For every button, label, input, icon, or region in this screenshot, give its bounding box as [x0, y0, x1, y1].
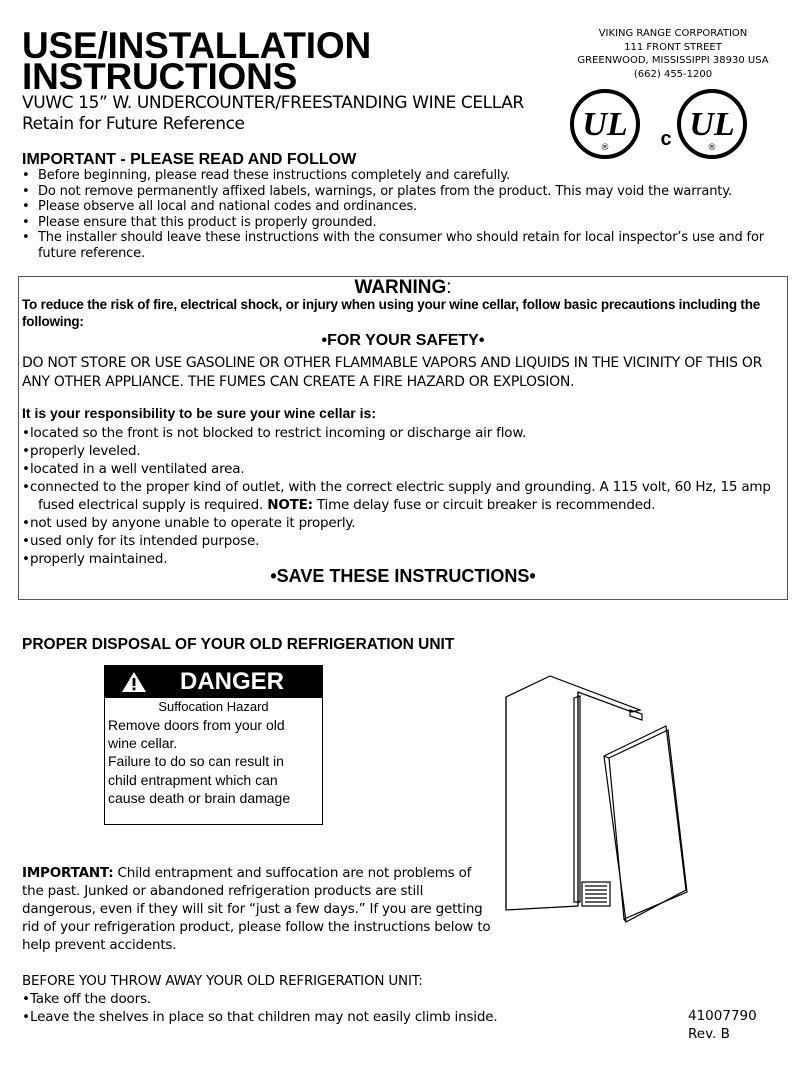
responsibility-item: • not used by anyone unable to operate it properly. — [22, 514, 782, 532]
safety-heading: •FOR YOUR SAFETY• — [321, 332, 485, 349]
title-line-1: USE/INSTALLATION — [22, 25, 371, 66]
company-name: VIKING RANGE CORPORATION — [598, 28, 748, 39]
company-street: 111 FRONT STREET — [624, 41, 722, 53]
danger-line: cause death or brain damage — [108, 789, 291, 806]
important-list — [22, 168, 782, 261]
important-text: Child entrapment and suffocation are not problems of the past. Junked or abandoned refrigeration products are still dangerous, even if they will sit for “just a few days.” If you are getting rid of your refrigeration product, please follow the instructions below to help prevent accidents. — [22, 865, 491, 953]
electrical-line-2 — [30, 496, 782, 514]
responsibility-item: • properly maintained. — [22, 550, 782, 568]
fuse-text: fused electrical supply is required. — [38, 497, 264, 513]
disposal-heading: PROPER DISPOSAL OF YOUR OLD REFRIGERATION UNIT — [22, 636, 455, 653]
revision: Rev. B — [688, 1026, 730, 1042]
before-throwaway-heading: BEFORE YOU THROW AWAY YOUR OLD REFRIGERATION UNIT: — [22, 973, 423, 989]
warning-triangle-icon — [121, 671, 147, 693]
before-throwaway-list — [22, 990, 497, 1026]
before-item: • Leave the shelves in place so that children may not easily climb inside. — [22, 1008, 497, 1026]
danger-message — [108, 716, 320, 807]
warning-title — [18, 277, 788, 299]
product-subtitle: VUWC 15” W. UNDERCOUNTER/FREESTANDING WINE CELLAR — [22, 93, 524, 113]
gasoline-warning: DO NOT STORE OR USE GASOLINE OR OTHER FLAMMABLE VAPORS AND LIQUIDS IN THE VICINITY OF THIS OR ANY OTHER APPLIANCE. THE FUMES CAN CREATE A FIRE HAZARD OR EXPLOSION. — [22, 355, 763, 390]
important-label: IMPORTANT: — [22, 865, 114, 881]
company-address — [575, 27, 771, 81]
document-number — [688, 1007, 757, 1043]
ul-right-text: UL — [689, 106, 735, 143]
responsibility-item: • located in a well ventilated area. — [22, 460, 782, 478]
ul-mark-icon — [572, 91, 638, 157]
responsibility-item: • located so the front is not blocked to restrict incoming or discharge air flow. — [22, 424, 782, 442]
wine-cellar-door-removed-illustration — [490, 670, 690, 932]
cul-mark-icon — [679, 91, 745, 157]
important-item: • Do not remove permanently affixed labels, warnings, or plates from the product. This may void the warranty. — [22, 184, 782, 200]
electrical-line-1: connected to the proper kind of outlet, with the correct electric supply and grounding. A 115 volt, 60 Hz, 15 amp — [30, 479, 771, 495]
important-item: • Please ensure that this product is properly grounded. — [22, 215, 782, 231]
warning-colon: : — [446, 277, 452, 298]
company-phone: (662) 455-1200 — [633, 68, 713, 80]
ul-right-reg: ® — [707, 143, 717, 153]
warning-intro: To reduce the risk of fire, electrical shock, or injury when using your wine cellar, follow basic precautions including the following: — [22, 297, 761, 329]
responsibility-item-electrical — [22, 478, 782, 514]
canada-c-mark: c — [660, 128, 672, 150]
important-item: • Please observe all local and national codes and ordinances. — [22, 199, 782, 215]
ul-left-reg: ® — [600, 143, 610, 153]
important-heading: IMPORTANT - PLEASE READ AND FOLLOW — [22, 151, 357, 168]
doc-number: 41007790 — [688, 1008, 757, 1024]
responsibility-item: • used only for its intended purpose. — [22, 532, 782, 550]
save-instructions: •SAVE THESE INSTRUCTIONS• — [270, 566, 536, 586]
responsibility-item: • properly leveled. — [22, 442, 782, 460]
danger-line: Failure to do so can result in — [108, 753, 284, 770]
danger-line: Remove doors from your old — [108, 717, 285, 733]
danger-line: child entrapment which can — [108, 771, 278, 788]
danger-line: wine cellar. — [108, 735, 178, 752]
ul-certification-logos — [570, 85, 750, 167]
document-title — [22, 25, 371, 97]
retain-note: Retain for Future Reference — [22, 114, 245, 134]
warning-word: WARNING — [354, 277, 447, 298]
important-paragraph — [22, 864, 492, 954]
company-city: GREENWOOD, MISSISSIPPI 38930 USA — [577, 55, 769, 66]
note-label: NOTE: — [267, 497, 313, 513]
important-item: • The installer should leave these instructions with the consumer who should retain for local inspector’s use and for future reference. — [22, 230, 782, 261]
responsibility-list — [22, 424, 782, 568]
title-line-2: INSTRUCTIONS — [22, 56, 298, 97]
danger-word: DANGER — [180, 668, 285, 695]
responsibility-heading: It is your responsibility to be sure your wine cellar is: — [22, 405, 376, 421]
ul-left-text: UL — [582, 106, 628, 143]
important-item: • Before beginning, please read these instructions completely and carefully. — [22, 168, 782, 184]
before-item: • Take off the doors. — [22, 990, 497, 1008]
suffocation-hazard: Suffocation Hazard — [158, 699, 269, 714]
note-text: Time delay fuse or circuit breaker is recommended. — [312, 497, 656, 513]
